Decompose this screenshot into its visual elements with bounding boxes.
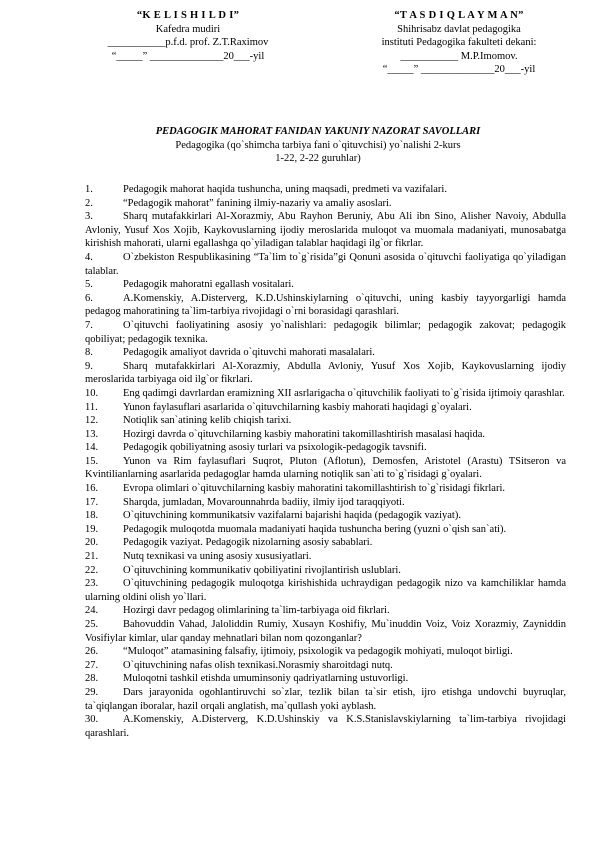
question-item — [85, 414, 566, 428]
question-text: Sharqda, jumladan, Movarounnahrda badiiy, ilmiy ijod taraqqiyoti. — [123, 496, 405, 508]
question-item — [85, 523, 566, 537]
question-number: 2. — [85, 197, 93, 209]
question-text: A.Komenskiy, A.Disterverg, K.D.Ushinskiy va K.S.Stanislavskiylarning ta`lim-tarbiya rivojidagi qarashlari. — [85, 714, 566, 739]
question-number: 8. — [85, 347, 93, 359]
question-text: O`qituvchining kommunikativ qobiliyatini rivojlantirish uslublari. — [123, 564, 401, 576]
question-number: 10. — [85, 387, 99, 399]
question-item — [85, 401, 566, 415]
question-item — [85, 550, 566, 564]
question-item — [85, 387, 566, 401]
right-institution-line: Shihrisabz davlat pedagogika — [397, 23, 521, 35]
question-text: “Pedagogik mahorat” fanining ilmiy-nazariy va amaliy asoslari. — [123, 197, 392, 209]
right-dean-line: instituti Pedagogika fakulteti dekani: — [381, 37, 537, 49]
question-item — [85, 536, 566, 550]
question-item — [85, 278, 566, 292]
question-number: 27. — [85, 659, 99, 671]
question-text: O`qituvchining nafas olish texnikasi.Norasmiy sharoitdagi nutq. — [123, 659, 393, 671]
question-text: Pedagogik mahorat haqida tushuncha, uning maqsadi, predmeti va vazifalari. — [123, 184, 447, 195]
question-text: Pedagogik mahoratni egallash vositalari. — [123, 279, 294, 291]
document-title: PEDAGOGIK MAHORAT FANIDAN YAKUNIY NAZORAT SAVOLLARI — [155, 126, 481, 137]
question-item — [85, 659, 566, 673]
document-subtitle: Pedagogika (qo`shimcha tarbiya fani o`qituvchisi) yo`nalishi 2-kurs — [175, 139, 461, 151]
question-list — [85, 183, 566, 740]
question-number: 7. — [85, 319, 93, 331]
question-item — [85, 686, 566, 713]
question-text: Notiqlik san`atining kelib chiqish tarixi. — [123, 415, 292, 427]
right-signature-line: ___________ M.P.Imomov. — [400, 50, 518, 62]
question-number: 12. — [85, 415, 99, 427]
question-text: O`qituvchining kommunikatsiv vazifalarni bajarishi haqida (pedagogik vaziyat). — [123, 510, 461, 522]
question-text: Sharq mutafakkirlari Al-Xorazmiy, Abu Rayhon Beruniy, Abu Ali ibn Sino, Alisher Navoiy, Abdulla Avloniy, Yusuf Xos Xojib, Kaykovuslarning ijodiy meroslarida muloqot va muomala madaniyati, munosabatga kirishish mahorati, ularni egallashga qo`yiladigan talablar haqidagi ilg`or fikrlar. — [85, 211, 566, 250]
question-item — [85, 346, 566, 360]
question-number: 3. — [85, 211, 93, 223]
question-number: 23. — [85, 578, 99, 590]
question-number: 17. — [85, 496, 99, 508]
question-text: Pedagogik qobiliyatning asosiy turlari va psixologik-pedagogik tavsnifi. — [123, 442, 427, 454]
question-item — [85, 509, 566, 523]
left-heading: “K E L I S H I L D I” — [136, 10, 240, 21]
question-item — [85, 428, 566, 442]
question-number: 1. — [85, 184, 93, 195]
question-number: 4. — [85, 251, 93, 263]
approval-block-left — [70, 9, 306, 63]
question-text: Pedagogik vaziyat. Pedagogik nizolarning asosiy sabablari. — [123, 537, 373, 549]
question-item — [85, 197, 566, 211]
question-item — [85, 645, 566, 659]
question-number: 21. — [85, 551, 99, 563]
question-text: Eng qadimgi davrlardan eramizning XII asrlarigacha o`qituvchilik faoliyati to`g`risida ijtimoiy qarashlar. — [123, 387, 565, 399]
question-item — [85, 441, 566, 455]
question-number: 20. — [85, 537, 99, 549]
question-item — [85, 713, 566, 740]
left-position: Kafedra mudiri — [155, 23, 221, 35]
question-number: 11. — [85, 401, 98, 413]
question-item — [85, 183, 566, 197]
question-item — [85, 564, 566, 578]
question-text: “Muloqot” atamasining falsafiy, ijtimoiy, psixologik va pedagogik mohiyati, muloqot birligi. — [123, 646, 513, 658]
question-item — [85, 672, 566, 686]
question-item — [85, 455, 566, 482]
question-number: 13. — [85, 428, 99, 440]
question-text: O`zbekiston Respublikasining “Ta`lim to`g`risida”gi Qonuni asosida o`qituvchi faoliyatiga qo`yiladigan talablar. — [85, 251, 566, 277]
question-text: Yunon va Rim faylasuflari Suqrot, Pluton (Aflotun), Demosfen, Aristotel (Arastu) TSitseron va Kvintilianlarning asarlarida pedagoglar hamda ularning notiqlik san`ati to`g`risidagi g`oyalari. — [85, 455, 566, 481]
question-item — [85, 251, 566, 278]
question-item — [85, 604, 566, 618]
question-number: 28. — [85, 673, 99, 685]
question-text: Bahovuddin Vahad, Jaloliddin Rumiy, Xusayn Koshifiy, Mu`inuddin Voiz, Voiz Xorazmiy, Zayniddin Vosifiylar kimlar, ular qanday mehnatlari bilan nom qozonganlar? — [85, 619, 566, 644]
question-number: 6. — [85, 292, 93, 304]
question-item — [85, 482, 566, 496]
right-heading: “T A S D I Q L A Y M A N” — [394, 10, 524, 21]
question-number: 9. — [85, 360, 93, 372]
question-text: Hozirgi davrda o`qituvchilarning kasbiy mahoratini takomillashtirish masalasi haqida. — [123, 428, 485, 440]
document-title-block — [70, 125, 566, 166]
question-number: 24. — [85, 605, 99, 617]
question-text: Sharq mutafakkirlari Al-Xorazmiy, Abdulla Avloniy, Yusuf Xos Xojib, Kaykovuslarning ijodiy meroslarida tarbiyaga oid ilg`or fikrlari. — [85, 360, 566, 386]
question-number: 22. — [85, 564, 99, 576]
question-number: 16. — [85, 483, 99, 495]
question-number: 18. — [85, 510, 99, 522]
question-text: Nutq texnikasi va uning asosiy xususiyatlari. — [123, 551, 312, 563]
right-date-line: “_____” ______________20___-yil — [382, 64, 536, 76]
question-number: 5. — [85, 279, 93, 291]
question-text: O`qituvchi faoliyatining asosiy yo`nalishlari: pedagogik bilimlar; pedagogik zakovat; pedagogik qobiliyat; pedagogik texnika. — [85, 319, 566, 345]
question-text: Evropa olimlari o`qituvchilarning kasbiy mahoratini takomillashtirish to`g`risidagi fikrlari. — [123, 483, 505, 495]
question-text: O`qituvchining pedagogik muloqotga kirishishida uchraydigan pedagogik nizo va kamchiliklar hamda ularning oldini olish yo`llari. — [85, 578, 566, 603]
question-text: Pedagogik muloqotda muomala madaniyati haqida tushuncha bering (yuzni o`qish san`ati). — [123, 523, 507, 535]
question-number: 30. — [85, 714, 99, 726]
question-text: Muloqotni tashkil etishda umuminsoniy qadriyatlarning ustuvorligi. — [123, 673, 409, 685]
question-number: 26. — [85, 646, 99, 658]
question-item — [85, 496, 566, 510]
question-number: 19. — [85, 523, 99, 535]
approval-block-right — [354, 9, 564, 77]
question-text: Dars jarayonida ogohlantiruvchi so`zlar, tezlik bilan ta`sir etish, ijro etishga undovchi buyruqlar, ta`qiqlangan iboralar, hazil orqali anglatish, ma`qullash yoki ayblash. — [85, 686, 566, 712]
question-number: 29. — [85, 686, 99, 698]
question-text: Hozirgi davr pedagog olimlarining ta`lim-tarbiyaga oid fikrlari. — [123, 605, 390, 617]
question-item — [85, 319, 566, 346]
document-groups: 1-22, 2-22 guruhlar) — [275, 153, 361, 165]
question-item — [85, 360, 566, 387]
question-number: 14. — [85, 442, 99, 454]
question-text: A.Komenskiy, A.Disterverg, K.D.Ushinskiylarning o`qituvchi, uning kasbiy tayyorgarligi hamda pedagog mahoratining ta`lim-tarbiya rivojidagi o`rni borasidagi qarashlari. — [85, 292, 566, 318]
left-date-line: “_____” ______________20___-yil — [111, 50, 265, 62]
question-text: Pedagogik amaliyot davrida o`qituvchi mahorati masalalari. — [123, 347, 375, 359]
question-item — [85, 292, 566, 319]
question-number: 15. — [85, 455, 99, 467]
question-item — [85, 618, 566, 645]
question-number: 25. — [85, 619, 99, 630]
question-item — [85, 210, 566, 251]
left-signature-line: ___________p.f.d. prof. Z.T.Raximov — [107, 37, 269, 49]
question-item — [85, 577, 566, 604]
question-text: Yunon faylasuflari asarlarida o`qituvchilarning kasbiy mahorati haqidagi g`oyalari. — [123, 401, 472, 413]
